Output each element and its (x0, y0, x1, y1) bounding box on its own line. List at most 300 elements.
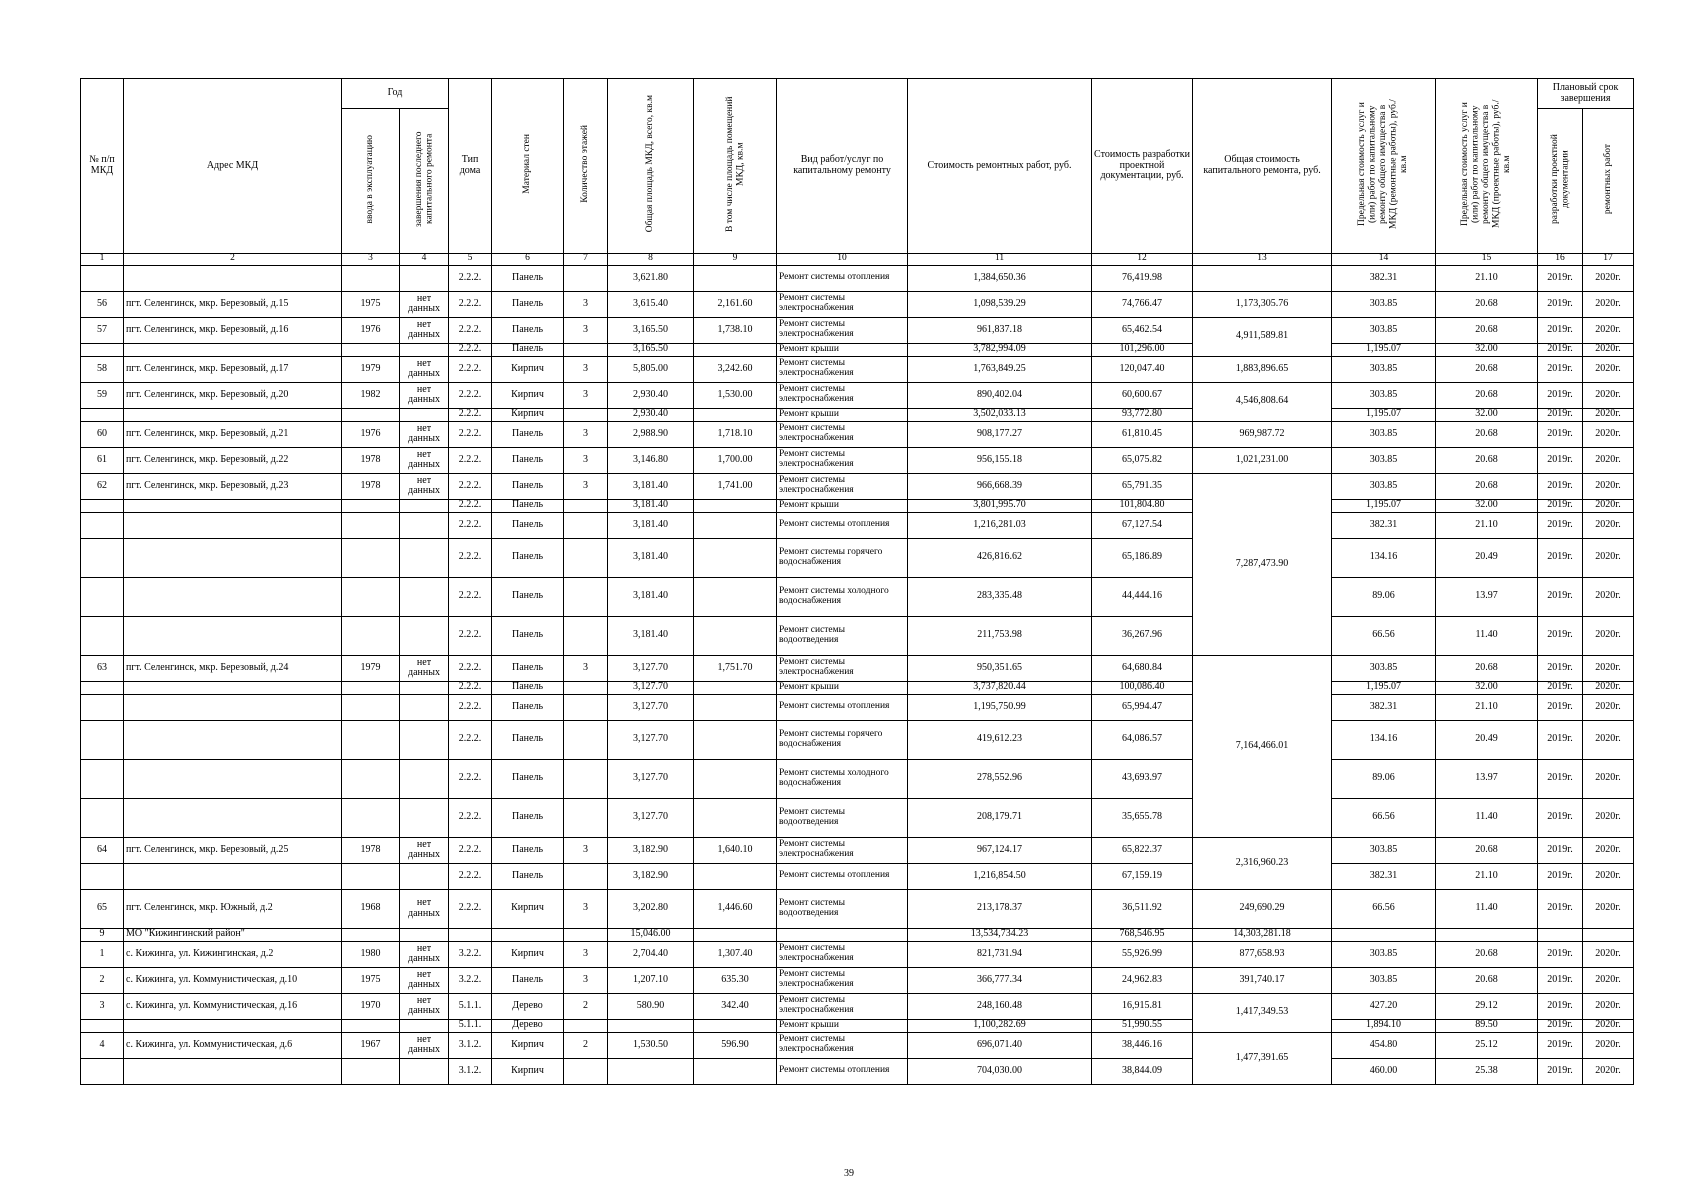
house-type-cell: 3.1.2. (449, 1058, 492, 1084)
table-row (81, 720, 1634, 759)
work-type-cell: Ремонт системы водоотведения (777, 798, 908, 837)
plan-repair-year-cell: 2020г. (1583, 798, 1634, 837)
floors-cell (564, 265, 608, 291)
last-repair-year-cell: нет данных (400, 837, 449, 863)
row-number-cell (81, 343, 124, 356)
floors-cell: 2 (564, 993, 608, 1019)
plan-repair-year-cell: 2020г. (1583, 408, 1634, 421)
house-type-cell: 2.2.2. (449, 837, 492, 863)
address-cell: пгт. Селенгинск, мкр. Березовый, д.20 (124, 382, 342, 408)
plan-repair-year-cell: 2020г. (1583, 421, 1634, 447)
col-header-limit-repair: Предельная стоимость услуг и (или) работ по капитальному ремонту общего имущества в МКД (ремонтные работы), руб./кв.м (1332, 79, 1436, 254)
total-cost-cell: 7,164,466.01 (1193, 655, 1332, 837)
plan-repair-year-cell: 2020г. (1583, 720, 1634, 759)
plan-design-year-cell: 2019г. (1538, 421, 1583, 447)
plan-design-year-cell: 2019г. (1538, 720, 1583, 759)
wall-material-cell: Панель (492, 499, 564, 512)
wall-material-cell: Панель (492, 421, 564, 447)
plan-design-year-cell: 2019г. (1538, 941, 1583, 967)
commission-year-cell (342, 512, 400, 538)
wall-material-cell: Панель (492, 538, 564, 577)
floors-cell (564, 863, 608, 889)
work-type-cell: Ремонт системы холодного водоснабжения (777, 759, 908, 798)
floors-cell (564, 538, 608, 577)
plan-design-year-cell: 2019г. (1538, 863, 1583, 889)
total-area-cell: 3,127.70 (608, 720, 694, 759)
address-cell (124, 408, 342, 421)
col-header-year-group: Год (342, 79, 449, 109)
commission-year-cell (342, 538, 400, 577)
commission-year-cell (342, 1019, 400, 1032)
row-number-cell (81, 512, 124, 538)
wall-material-cell: Панель (492, 577, 564, 616)
repair-cost-cell: 704,030.00 (908, 1058, 1092, 1084)
commission-year-cell (342, 863, 400, 889)
premises-area-cell (694, 759, 777, 798)
limit-repair-cell: 1,195.07 (1332, 681, 1436, 694)
col-header-last-repair-year: завершения последнего капитального ремонта (400, 109, 449, 254)
table-row (81, 408, 1634, 421)
commission-year-cell (342, 759, 400, 798)
address-cell: с. Кижинга, ул. Кижингинская, д.2 (124, 941, 342, 967)
total-cost-cell: 1,477,391.65 (1193, 1032, 1332, 1084)
total-area-cell: 3,165.50 (608, 317, 694, 343)
floors-cell (564, 499, 608, 512)
repair-cost-cell: 3,801,995.70 (908, 499, 1092, 512)
limit-design-cell: 20.68 (1436, 291, 1538, 317)
last-repair-year-cell: нет данных (400, 382, 449, 408)
plan-repair-year-cell: 2020г. (1583, 499, 1634, 512)
limit-design-cell: 20.68 (1436, 473, 1538, 499)
total-cost-cell: 877,658.93 (1193, 941, 1332, 967)
last-repair-year-cell: нет данных (400, 941, 449, 967)
floors-cell: 3 (564, 889, 608, 928)
limit-design-cell: 20.49 (1436, 538, 1538, 577)
premises-area-cell: 596.90 (694, 1032, 777, 1058)
column-number: 4 (400, 253, 449, 265)
repair-cost-cell: 966,668.39 (908, 473, 1092, 499)
address-cell (124, 265, 342, 291)
column-number: 17 (1583, 253, 1634, 265)
plan-design-year-cell: 2019г. (1538, 538, 1583, 577)
design-cost-cell: 67,127.54 (1092, 512, 1193, 538)
last-repair-year-cell: нет данных (400, 993, 449, 1019)
plan-design-year-cell: 2019г. (1538, 967, 1583, 993)
column-number: 13 (1193, 253, 1332, 265)
wall-material-cell: Кирпич (492, 941, 564, 967)
floors-cell: 3 (564, 356, 608, 382)
wall-material-cell: Панель (492, 291, 564, 317)
wall-material-cell: Дерево (492, 993, 564, 1019)
wall-material-cell: Панель (492, 343, 564, 356)
repair-cost-cell: 208,179.71 (908, 798, 1092, 837)
last-repair-year-cell (400, 408, 449, 421)
wall-material-cell: Кирпич (492, 408, 564, 421)
limit-design-cell: 20.68 (1436, 317, 1538, 343)
commission-year-cell: 1968 (342, 889, 400, 928)
commission-year-cell (342, 694, 400, 720)
table-row (81, 382, 1634, 408)
plan-repair-year-cell: 2020г. (1583, 1058, 1634, 1084)
premises-area-cell (694, 265, 777, 291)
house-type-cell: 2.2.2. (449, 447, 492, 473)
work-type-cell: Ремонт системы электроснабжения (777, 421, 908, 447)
commission-year-cell (342, 616, 400, 655)
last-repair-year-cell (400, 720, 449, 759)
limit-design-cell: 20.68 (1436, 447, 1538, 473)
work-type-cell: Ремонт системы электроснабжения (777, 993, 908, 1019)
limit-design-cell: 21.10 (1436, 694, 1538, 720)
table-row (81, 512, 1634, 538)
repair-cost-cell: 283,335.48 (908, 577, 1092, 616)
limit-design-cell: 32.00 (1436, 408, 1538, 421)
plan-repair-year-cell: 2020г. (1583, 291, 1634, 317)
work-type-cell: Ремонт системы электроснабжения (777, 1032, 908, 1058)
plan-design-year-cell: 2019г. (1538, 837, 1583, 863)
total-cost-cell (1193, 265, 1332, 291)
limit-repair-cell: 1,894.10 (1332, 1019, 1436, 1032)
premises-area-cell: 1,751.70 (694, 655, 777, 681)
work-type-cell: Ремонт крыши (777, 343, 908, 356)
wall-material-cell: Панель (492, 655, 564, 681)
plan-repair-year-cell: 2020г. (1583, 681, 1634, 694)
last-repair-year-cell (400, 538, 449, 577)
repair-cost-cell: 366,777.34 (908, 967, 1092, 993)
table-row (81, 473, 1634, 499)
floors-cell: 3 (564, 447, 608, 473)
design-cost-cell: 101,804.80 (1092, 499, 1193, 512)
total-area-cell: 2,930.40 (608, 382, 694, 408)
column-number: 16 (1538, 253, 1583, 265)
plan-design-year-cell: 2019г. (1538, 993, 1583, 1019)
row-number-cell: 3 (81, 993, 124, 1019)
limit-repair-cell (1332, 928, 1436, 941)
total-cost-cell: 1,173,305.76 (1193, 291, 1332, 317)
col-header-wall-material: Материал стен (492, 79, 564, 254)
commission-year-cell (342, 577, 400, 616)
row-number-cell: 58 (81, 356, 124, 382)
address-cell (124, 1019, 342, 1032)
design-cost-cell: 101,296.00 (1092, 343, 1193, 356)
limit-repair-cell: 382.31 (1332, 512, 1436, 538)
plan-repair-year-cell: 2020г. (1583, 577, 1634, 616)
col-header-total-cost: Общая стоимость капитального ремонта, руб. (1193, 79, 1332, 254)
limit-repair-cell: 89.06 (1332, 577, 1436, 616)
premises-area-cell (694, 616, 777, 655)
repair-cost-cell: 278,552.96 (908, 759, 1092, 798)
total-cost-cell: 1,883,896.65 (1193, 356, 1332, 382)
wall-material-cell: Кирпич (492, 356, 564, 382)
total-area-cell: 2,988.90 (608, 421, 694, 447)
floors-cell (564, 720, 608, 759)
repair-cost-cell: 213,178.37 (908, 889, 1092, 928)
limit-repair-cell: 303.85 (1332, 941, 1436, 967)
commission-year-cell (342, 343, 400, 356)
design-cost-cell: 65,994.47 (1092, 694, 1193, 720)
row-number-cell (81, 694, 124, 720)
table-row (81, 356, 1634, 382)
premises-area-cell: 1,700.00 (694, 447, 777, 473)
work-type-cell: Ремонт крыши (777, 1019, 908, 1032)
repair-cost-cell: 248,160.48 (908, 993, 1092, 1019)
repair-cost-cell: 967,124.17 (908, 837, 1092, 863)
limit-repair-cell: 66.56 (1332, 798, 1436, 837)
plan-design-year-cell: 2019г. (1538, 889, 1583, 928)
table-row (81, 681, 1634, 694)
total-area-cell: 3,202.80 (608, 889, 694, 928)
total-area-cell: 3,181.40 (608, 499, 694, 512)
plan-repair-year-cell: 2020г. (1583, 512, 1634, 538)
commission-year-cell (342, 928, 400, 941)
limit-design-cell: 25.12 (1436, 1032, 1538, 1058)
column-number: 5 (449, 253, 492, 265)
address-cell: пгт. Селенгинск, мкр. Березовый, д.16 (124, 317, 342, 343)
repair-cost-cell: 1,763,849.25 (908, 356, 1092, 382)
address-cell: с. Кижинга, ул. Коммунистическая, д.10 (124, 967, 342, 993)
wall-material-cell: Панель (492, 967, 564, 993)
floors-cell: 3 (564, 382, 608, 408)
design-cost-cell: 64,680.84 (1092, 655, 1193, 681)
plan-repair-year-cell: 2020г. (1583, 317, 1634, 343)
wall-material-cell: Панель (492, 447, 564, 473)
design-cost-cell: 65,822.37 (1092, 837, 1193, 863)
repair-cost-cell: 1,216,281.03 (908, 512, 1092, 538)
address-cell (124, 499, 342, 512)
last-repair-year-cell (400, 694, 449, 720)
table-row (81, 694, 1634, 720)
work-type-cell: Ремонт крыши (777, 408, 908, 421)
plan-repair-year-cell: 2020г. (1583, 967, 1634, 993)
table-row (81, 538, 1634, 577)
plan-repair-year-cell: 2020г. (1583, 538, 1634, 577)
design-cost-cell: 35,655.78 (1092, 798, 1193, 837)
column-number: 1 (81, 253, 124, 265)
limit-design-cell: 20.68 (1436, 655, 1538, 681)
repair-cost-cell: 821,731.94 (908, 941, 1092, 967)
plan-repair-year-cell: 2020г. (1583, 616, 1634, 655)
row-number-cell: 59 (81, 382, 124, 408)
column-number: 9 (694, 253, 777, 265)
row-number-cell (81, 577, 124, 616)
design-cost-cell: 38,844.09 (1092, 1058, 1193, 1084)
last-repair-year-cell (400, 343, 449, 356)
work-type-cell: Ремонт системы горячего водоснабжения (777, 538, 908, 577)
house-type-cell: 3.1.2. (449, 1032, 492, 1058)
row-number-cell: 56 (81, 291, 124, 317)
plan-design-year-cell (1538, 928, 1583, 941)
address-cell (124, 681, 342, 694)
premises-area-cell: 3,242.60 (694, 356, 777, 382)
table-row (81, 837, 1634, 863)
total-cost-cell: 2,316,960.23 (1193, 837, 1332, 889)
table-row (81, 759, 1634, 798)
repair-cost-cell: 1,100,282.69 (908, 1019, 1092, 1032)
limit-repair-cell: 303.85 (1332, 837, 1436, 863)
total-cost-cell: 1,417,349.53 (1193, 993, 1332, 1032)
address-cell: пгт. Селенгинск, мкр. Березовый, д.25 (124, 837, 342, 863)
design-cost-cell: 61,810.45 (1092, 421, 1193, 447)
column-number: 7 (564, 253, 608, 265)
table-row (81, 798, 1634, 837)
total-area-cell: 3,182.90 (608, 837, 694, 863)
repair-cost-cell: 3,502,033.13 (908, 408, 1092, 421)
limit-design-cell: 20.49 (1436, 720, 1538, 759)
repair-cost-cell: 696,071.40 (908, 1032, 1092, 1058)
plan-design-year-cell: 2019г. (1538, 1058, 1583, 1084)
work-type-cell: Ремонт крыши (777, 499, 908, 512)
limit-design-cell: 13.97 (1436, 577, 1538, 616)
house-type-cell: 2.2.2. (449, 655, 492, 681)
house-type-cell: 2.2.2. (449, 538, 492, 577)
limit-design-cell: 13.97 (1436, 759, 1538, 798)
last-repair-year-cell (400, 1058, 449, 1084)
last-repair-year-cell: нет данных (400, 421, 449, 447)
column-number: 11 (908, 253, 1092, 265)
commission-year-cell (342, 408, 400, 421)
wall-material-cell: Панель (492, 473, 564, 499)
premises-area-cell (694, 577, 777, 616)
table-row (81, 941, 1634, 967)
floors-cell (564, 512, 608, 538)
total-cost-cell: 969,987.72 (1193, 421, 1332, 447)
commission-year-cell: 1979 (342, 655, 400, 681)
address-cell: с. Кижинга, ул. Коммунистическая, д.6 (124, 1032, 342, 1058)
work-type-cell: Ремонт системы водоотведения (777, 889, 908, 928)
last-repair-year-cell: нет данных (400, 291, 449, 317)
address-cell (124, 694, 342, 720)
repair-cost-cell: 3,782,994.09 (908, 343, 1092, 356)
wall-material-cell: Панель (492, 759, 564, 798)
design-cost-cell: 67,159.19 (1092, 863, 1193, 889)
house-type-cell: 2.2.2. (449, 317, 492, 343)
address-cell (124, 343, 342, 356)
limit-repair-cell: 1,195.07 (1332, 499, 1436, 512)
work-type-cell: Ремонт системы электроснабжения (777, 473, 908, 499)
work-type-cell: Ремонт системы отопления (777, 265, 908, 291)
premises-area-cell (694, 928, 777, 941)
last-repair-year-cell (400, 759, 449, 798)
limit-repair-cell: 303.85 (1332, 356, 1436, 382)
row-number-cell (81, 538, 124, 577)
wall-material-cell: Кирпич (492, 382, 564, 408)
floors-cell: 3 (564, 473, 608, 499)
repair-cost-cell: 961,837.18 (908, 317, 1092, 343)
commission-year-cell: 1975 (342, 967, 400, 993)
wall-material-cell: Панель (492, 681, 564, 694)
address-cell (124, 538, 342, 577)
total-area-cell: 2,930.40 (608, 408, 694, 421)
address-cell (124, 1058, 342, 1084)
limit-repair-cell: 382.31 (1332, 694, 1436, 720)
design-cost-cell: 24,962.83 (1092, 967, 1193, 993)
premises-area-cell: 1,446.60 (694, 889, 777, 928)
floors-cell (564, 1019, 608, 1032)
premises-area-cell (694, 720, 777, 759)
wall-material-cell: Панель (492, 317, 564, 343)
house-type-cell (449, 928, 492, 941)
column-number: 12 (1092, 253, 1193, 265)
commission-year-cell: 1967 (342, 1032, 400, 1058)
plan-repair-year-cell: 2020г. (1583, 382, 1634, 408)
premises-area-cell (694, 1019, 777, 1032)
limit-design-cell: 20.68 (1436, 967, 1538, 993)
column-number: 14 (1332, 253, 1436, 265)
commission-year-cell: 1978 (342, 473, 400, 499)
wall-material-cell: Кирпич (492, 1058, 564, 1084)
limit-design-cell: 32.00 (1436, 499, 1538, 512)
commission-year-cell: 1976 (342, 421, 400, 447)
col-header-repair-cost: Стоимость ремонтных работ, руб. (908, 79, 1092, 254)
work-type-cell: Ремонт системы электроснабжения (777, 382, 908, 408)
last-repair-year-cell (400, 577, 449, 616)
house-type-cell: 3.2.2. (449, 941, 492, 967)
address-cell: пгт. Селенгинск, мкр. Березовый, д.17 (124, 356, 342, 382)
limit-repair-cell: 303.85 (1332, 382, 1436, 408)
limit-repair-cell: 1,195.07 (1332, 343, 1436, 356)
design-cost-cell: 38,446.16 (1092, 1032, 1193, 1058)
design-cost-cell: 44,444.16 (1092, 577, 1193, 616)
table-row (81, 967, 1634, 993)
premises-area-cell (694, 408, 777, 421)
address-cell: пгт. Селенгинск, мкр. Березовый, д.21 (124, 421, 342, 447)
design-cost-cell: 93,772.80 (1092, 408, 1193, 421)
premises-area-cell (694, 512, 777, 538)
limit-repair-cell: 1,195.07 (1332, 408, 1436, 421)
table-row (81, 1058, 1634, 1084)
plan-repair-year-cell: 2020г. (1583, 473, 1634, 499)
col-header-address: Адрес МКД (124, 79, 342, 254)
plan-design-year-cell: 2019г. (1538, 291, 1583, 317)
limit-repair-cell: 66.56 (1332, 616, 1436, 655)
floors-cell (564, 343, 608, 356)
work-type-cell: Ремонт системы электроснабжения (777, 317, 908, 343)
work-type-cell: Ремонт системы отопления (777, 863, 908, 889)
plan-repair-year-cell (1583, 928, 1634, 941)
house-type-cell: 2.2.2. (449, 889, 492, 928)
work-type-cell: Ремонт системы отопления (777, 694, 908, 720)
total-area-cell: 3,182.90 (608, 863, 694, 889)
last-repair-year-cell: нет данных (400, 1032, 449, 1058)
total-area-cell: 5,805.00 (608, 356, 694, 382)
col-header-plan-repair: ремонтных работ (1583, 109, 1634, 254)
last-repair-year-cell (400, 798, 449, 837)
total-area-cell (608, 1019, 694, 1032)
repair-cost-cell: 890,402.04 (908, 382, 1092, 408)
wall-material-cell: Панель (492, 863, 564, 889)
commission-year-cell (342, 265, 400, 291)
table-row (81, 889, 1634, 928)
address-cell: пгт. Селенгинск, мкр. Березовый, д.24 (124, 655, 342, 681)
floors-cell (564, 1058, 608, 1084)
wall-material-cell: Панель (492, 798, 564, 837)
premises-area-cell (694, 499, 777, 512)
repair-cost-cell: 956,155.18 (908, 447, 1092, 473)
work-type-cell: Ремонт системы холодного водоснабжения (777, 577, 908, 616)
wall-material-cell: Панель (492, 265, 564, 291)
col-header-plan-group: Плановый срок завершения (1538, 79, 1634, 109)
address-cell (124, 759, 342, 798)
last-repair-year-cell: нет данных (400, 317, 449, 343)
work-type-cell: Ремонт системы электроснабжения (777, 837, 908, 863)
last-repair-year-cell: нет данных (400, 473, 449, 499)
house-type-cell: 2.2.2. (449, 616, 492, 655)
house-type-cell: 2.2.2. (449, 577, 492, 616)
row-number-cell (81, 863, 124, 889)
house-type-cell: 2.2.2. (449, 421, 492, 447)
repair-cost-cell: 1,195,750.99 (908, 694, 1092, 720)
row-number-cell: 64 (81, 837, 124, 863)
commission-year-cell: 1976 (342, 317, 400, 343)
